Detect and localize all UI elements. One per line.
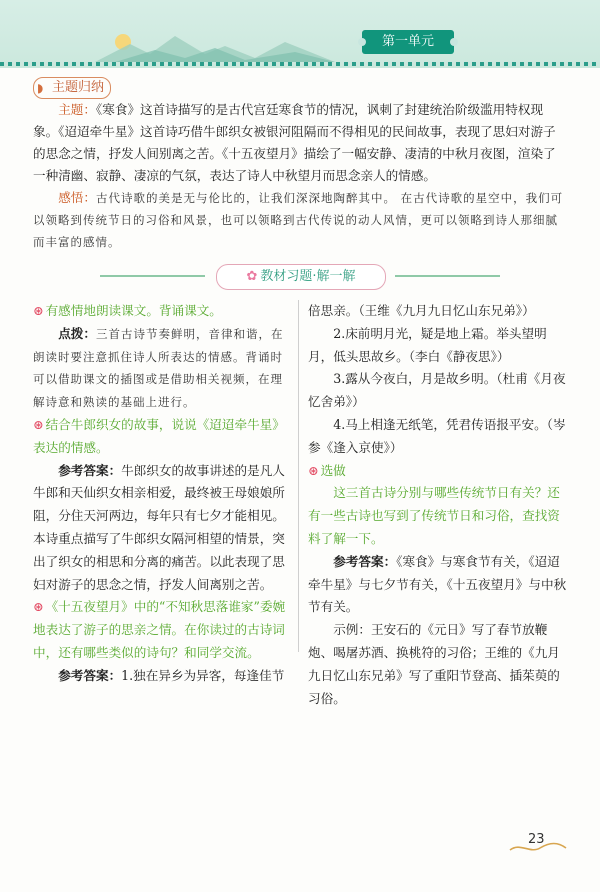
question-2-answer <box>33 460 291 597</box>
question-1-text: 有感情地朗读课文。背诵课文。 <box>45 303 222 318</box>
left-column <box>33 300 291 688</box>
zhuti-label: 主题： <box>58 102 96 117</box>
right-column <box>308 300 568 710</box>
question-3-answer <box>33 665 291 688</box>
answer-label: 参考答案： <box>58 462 122 478</box>
question-1 <box>33 300 291 323</box>
answer-4: 4.马上相逢无纸笔，凭君传语报平安。（岑参《逢入京使》） <box>308 416 566 455</box>
question-1-tip <box>33 323 291 414</box>
lotus-icon: ✿ <box>246 269 258 284</box>
bullet-icon: ⊛ <box>33 599 44 615</box>
question-3 <box>33 596 291 664</box>
ganwu-text: 古代诗歌的美是无与伦比的，让我们深深地陶醉其中。 在古代诗歌的星空中，我们可以领略到传统节日的习俗和风景，也可以领略到古代传说的动人风情，更可以领略到诗人那细腻而丰富的感情。 <box>33 191 564 249</box>
zhuti-text: 《寒食》这首诗描写的是古代宫廷寒食节的情况，讽刺了封建统治阶级滥用特权现象。《迢迢牵牛星》这首诗巧借牛郎织女被银河阻隔而不得相见的民间故事，表现了思妇对游子的思念之情，抒发人间别离之苦。《十五夜望月》描绘了一幅安静、凄清的中秋月夜图，渲染了一种清幽、寂静、凄凉的气氛，表达了诗人中秋望月而思念亲人的情感。 <box>33 102 556 183</box>
answer-text: 牛郎织女的故事讲述的是凡人牛郎和天仙织女相亲相爱，最终被王母娘娘所阻，分住天河两边，每年只有七夕才能相见。本诗重点描写了牛郎织女隔河相望的情景，突出了织女的相思和分离的痛苦。以此表现了思妇对游子的思念之情，抒发人间离别之苦。 <box>33 462 285 592</box>
question-2-text: 结合牛郎织女的故事，说说《迢迢牵牛星》表达的情感。 <box>33 416 285 455</box>
answer-2: 2.床前明月光，疑是地上霜。举头望明月，低头思故乡。（李白《静夜思》） <box>308 325 547 364</box>
banner-line-left <box>100 275 205 277</box>
unit-tab: 第一单元 <box>362 30 454 54</box>
answer-1-continued: 倍思亲。（王维《九月九日忆山东兄弟》） <box>308 303 535 318</box>
question-2 <box>33 414 291 460</box>
ganwu-label: 感悟： <box>58 190 96 205</box>
question-4-example: 示例：王安石的《元日》写了春节放鞭炮、喝屠苏酒、换桃符的习俗；王维的《九月九日忆山东兄弟》写了重阳节登高、插茱萸的习俗。 <box>308 622 560 706</box>
banner-line-right <box>395 275 500 277</box>
tip-text: 三首古诗节奏鲜明，音律和谐，在朗读时要注意抓住诗人所表达的情感。背诵时可以借助课文的插图或是借助相关视频，在理解诗意和熟读的基础上进行。 <box>33 326 284 410</box>
insight-paragraph <box>33 187 568 253</box>
theme-summary <box>33 77 568 249</box>
column-divider <box>298 300 299 652</box>
question-4: 这三首古诗分别与哪些传统节日有关？还有一些古诗也写到了传统节日和习俗，查找资料了解一下。 <box>308 485 560 546</box>
question-4-answer <box>308 551 568 619</box>
section-banner <box>100 264 500 288</box>
theme-summary-text <box>33 99 568 253</box>
page-header <box>0 0 600 68</box>
page-number: 23 <box>528 832 545 847</box>
theme-summary-label: ◗ 主题归纳 <box>33 77 111 99</box>
tip-label: 点拨： <box>58 325 96 341</box>
bullet-icon: ⊛ <box>33 303 44 318</box>
answer-text: 1.独在异乡为异客，每逢佳节 <box>121 667 285 683</box>
answer-3: 3.露从今夜白，月是故乡明。（杜甫《月夜忆舍弟》） <box>308 371 566 410</box>
section-title <box>216 264 386 290</box>
header-dotted-line <box>0 62 600 66</box>
optional-heading <box>308 460 568 483</box>
theme-paragraph <box>33 99 568 187</box>
answer-text: 《寒食》与寒食节有关，《迢迢牵牛星》与七夕节有关，《十五夜望月》与中秋节有关。 <box>308 553 567 615</box>
answer-label: 参考答案： <box>58 667 122 683</box>
answer-label: 参考答案： <box>333 553 397 569</box>
bullet-icon: ⊛ <box>33 416 44 432</box>
mountain-sun-decoration-icon <box>95 28 335 64</box>
question-3-text: 《十五夜望月》中的“不知秋思落谁家”委婉地表达了游子的思亲之情。在你读过的古诗词中，还有哪些类似的诗句？和同学交流。 <box>33 599 286 660</box>
optional-label: 选做 <box>320 462 346 478</box>
bullet-icon: ⊛ <box>308 462 319 478</box>
section-title-text: 教材习题·解一解 <box>260 269 356 284</box>
